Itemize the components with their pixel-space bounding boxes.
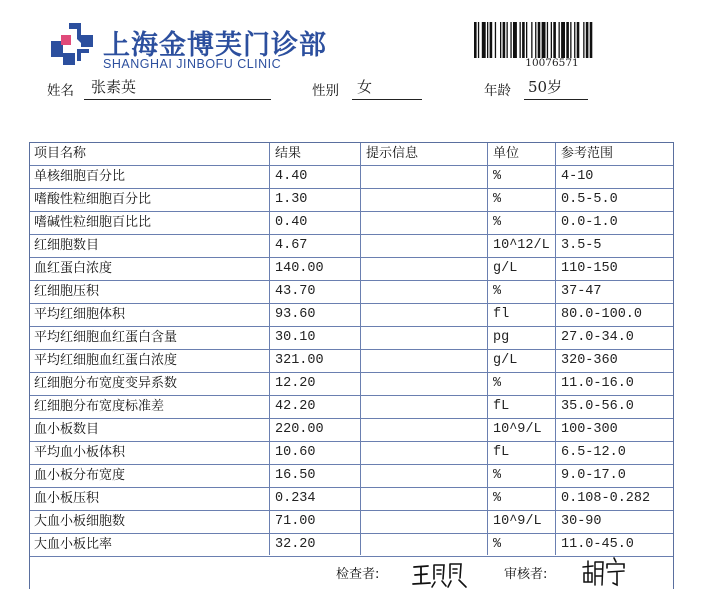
cell-result: 0.234 <box>275 491 316 506</box>
cell-unit: 10^12/L <box>493 238 550 253</box>
table-row <box>30 533 673 557</box>
cell-range: 100-300 <box>561 422 618 437</box>
cell-hint <box>362 211 366 234</box>
barcode-bar <box>513 22 517 58</box>
cell-range: 6.5-12.0 <box>561 445 626 460</box>
column-divider <box>487 143 488 555</box>
name-label: 姓名 <box>47 83 74 99</box>
cell-hint <box>362 395 366 418</box>
signature-row <box>30 555 673 589</box>
cell-unit: 10^9/L <box>493 422 542 437</box>
header-unit: 单位 <box>493 146 520 161</box>
cell-result: 43.70 <box>275 284 316 299</box>
cell-item: 红细胞压积 <box>34 284 100 299</box>
barcode-bar <box>542 22 546 58</box>
cell-hint <box>362 234 366 257</box>
cell-unit: pg <box>493 330 510 345</box>
cell-unit: % <box>493 215 502 230</box>
barcode-bar <box>487 22 488 58</box>
clinic-name-en: SHANGHAI JINBOFU CLINIC <box>103 57 282 71</box>
cell-item: 大血小板细胞数 <box>34 514 126 529</box>
barcode-bar <box>474 22 477 58</box>
cell-result: 0.40 <box>275 215 308 230</box>
cell-result: 12.20 <box>275 376 316 391</box>
reviewer-label: 审核者: <box>504 567 548 582</box>
cell-range: 30-90 <box>561 514 602 529</box>
cell-unit: fL <box>493 445 510 460</box>
cell-hint <box>362 165 366 188</box>
cell-result: 16.50 <box>275 468 316 483</box>
barcode-bar <box>586 22 589 58</box>
cell-range: 9.0-17.0 <box>561 468 626 483</box>
cell-result: 93.60 <box>275 307 316 322</box>
cell-item: 嗜酸性粒细胞百分比 <box>34 192 152 207</box>
barcode-image <box>474 22 630 58</box>
cell-hint <box>362 510 366 533</box>
barcode-bar <box>526 22 527 58</box>
cell-item: 血小板分布宽度 <box>34 468 126 483</box>
barcode-bar <box>478 22 479 58</box>
patient-sex: 女 <box>357 78 373 96</box>
cell-result: 71.00 <box>275 514 316 529</box>
cell-unit: g/L <box>493 261 518 276</box>
cell-unit: % <box>493 537 502 552</box>
cell-range: 37-47 <box>561 284 602 299</box>
cell-unit: 10^9/L <box>493 514 542 529</box>
header-item: 项目名称 <box>34 146 87 161</box>
cell-hint <box>362 188 366 211</box>
cell-hint <box>362 372 366 395</box>
cell-item: 平均红细胞血红蛋白浓度 <box>34 353 178 368</box>
table-row <box>30 510 673 534</box>
cell-range: 27.0-34.0 <box>561 330 634 345</box>
cell-result: 4.67 <box>275 238 308 253</box>
header-result: 结果 <box>275 146 302 161</box>
table-row <box>30 418 673 442</box>
table-row <box>30 188 673 212</box>
barcode-bar <box>583 22 584 58</box>
cell-result: 220.00 <box>275 422 324 437</box>
table-row <box>30 257 673 281</box>
table-row <box>30 372 673 396</box>
cell-item: 平均红细胞血红蛋白含量 <box>34 330 178 345</box>
column-divider <box>360 143 361 555</box>
sex-label: 性别 <box>312 83 339 99</box>
barcode-bar <box>553 22 556 58</box>
barcode-bar <box>538 22 541 58</box>
cell-item: 血小板压积 <box>34 491 100 506</box>
clinic-logo <box>47 17 347 77</box>
barcode-bar <box>495 22 496 58</box>
cell-item: 单核细胞百分比 <box>34 169 126 184</box>
cell-item: 嗜碱性粒细胞百比比 <box>34 215 152 230</box>
barcode-bar <box>561 22 565 58</box>
table-row <box>30 487 673 511</box>
barcode-bar <box>500 22 501 58</box>
cell-hint <box>362 280 366 303</box>
cell-result: 10.60 <box>275 445 316 460</box>
checker-signature <box>410 555 470 589</box>
cell-item: 大血小板比率 <box>34 537 113 552</box>
barcode-bar <box>547 22 548 58</box>
results-table <box>29 142 674 589</box>
barcode-number: 10076571 <box>525 57 579 69</box>
barcode-bar <box>503 22 506 58</box>
barcode-bar <box>520 22 521 58</box>
cell-hint <box>362 441 366 464</box>
table-header-row <box>30 143 673 166</box>
age-label: 年龄 <box>484 83 511 99</box>
cell-range: 3.5-5 <box>561 238 602 253</box>
barcode-bar <box>577 22 580 58</box>
cell-result: 140.00 <box>275 261 324 276</box>
cell-unit: % <box>493 192 502 207</box>
cell-item: 血红蛋白浓度 <box>34 261 113 276</box>
cell-range: 80.0-100.0 <box>561 307 643 322</box>
table-row <box>30 441 673 465</box>
patient-age: 50岁 <box>528 78 563 96</box>
clinic-name-cn: 上海金博芙门诊部 <box>103 30 327 61</box>
cell-hint <box>362 326 366 349</box>
checker-label: 检查者: <box>336 567 380 582</box>
table-row <box>30 234 673 258</box>
header-range: 参考范围 <box>561 146 614 161</box>
column-divider <box>269 143 270 555</box>
barcode-bar <box>570 22 571 58</box>
cell-unit: fL <box>493 399 510 414</box>
cell-hint <box>362 349 366 372</box>
barcode-bar <box>559 22 560 58</box>
reviewer-signature <box>580 555 630 589</box>
barcode-bar <box>522 22 525 58</box>
barcode-bar <box>566 22 569 58</box>
sex-underline <box>352 99 422 100</box>
barcode-bar <box>590 22 593 58</box>
cell-item: 红细胞数目 <box>34 238 100 253</box>
cell-range: 11.0-45.0 <box>561 537 634 552</box>
cell-range: 4-10 <box>561 169 594 184</box>
cell-result: 32.20 <box>275 537 316 552</box>
cell-unit: fl <box>493 307 510 322</box>
cell-hint <box>362 487 366 510</box>
cell-hint <box>362 303 366 326</box>
name-underline <box>84 99 271 100</box>
table-row <box>30 395 673 419</box>
cell-result: 321.00 <box>275 353 324 368</box>
cell-range: 0.0-1.0 <box>561 215 618 230</box>
cell-unit: % <box>493 169 502 184</box>
cell-item: 红细胞分布宽度变异系数 <box>34 376 178 391</box>
table-row <box>30 280 673 304</box>
cell-range: 110-150 <box>561 261 618 276</box>
table-row <box>30 211 673 235</box>
cell-unit: % <box>493 284 502 299</box>
barcode-bar <box>510 22 511 58</box>
header-hint: 提示信息 <box>366 146 419 161</box>
barcode-bar <box>531 22 532 58</box>
barcode-bar <box>535 22 536 58</box>
cell-result: 1.30 <box>275 192 308 207</box>
cell-item: 平均血小板体积 <box>34 445 126 460</box>
table-row <box>30 349 673 373</box>
cell-hint <box>362 533 366 556</box>
barcode-bar <box>490 22 493 58</box>
table-row <box>30 464 673 488</box>
cell-result: 42.20 <box>275 399 316 414</box>
barcode-bar <box>574 22 575 58</box>
patient-name: 张素英 <box>91 78 137 96</box>
table-row <box>30 165 673 189</box>
cell-item: 血小板数目 <box>34 422 100 437</box>
cell-range: 11.0-16.0 <box>561 376 634 391</box>
clinic-cross-icon <box>47 19 97 69</box>
cell-unit: % <box>493 468 502 483</box>
cell-unit: % <box>493 376 502 391</box>
cell-range: 0.108-0.282 <box>561 491 651 506</box>
cell-result: 30.10 <box>275 330 316 345</box>
barcode-bar <box>507 22 508 58</box>
cell-hint <box>362 257 366 280</box>
cell-range: 0.5-5.0 <box>561 192 618 207</box>
table-row <box>30 303 673 327</box>
cell-unit: % <box>493 491 502 506</box>
table-row <box>30 326 673 350</box>
barcode-bar <box>551 22 552 58</box>
cell-result: 4.40 <box>275 169 308 184</box>
column-divider <box>555 143 556 555</box>
cell-item: 红细胞分布宽度标准差 <box>34 399 165 414</box>
cell-hint <box>362 418 366 441</box>
cell-hint <box>362 464 366 487</box>
cell-item: 平均红细胞体积 <box>34 307 126 322</box>
cell-unit: g/L <box>493 353 518 368</box>
cell-range: 35.0-56.0 <box>561 399 634 414</box>
age-underline <box>524 99 588 100</box>
barcode-bar <box>482 22 486 58</box>
cell-range: 320-360 <box>561 353 618 368</box>
